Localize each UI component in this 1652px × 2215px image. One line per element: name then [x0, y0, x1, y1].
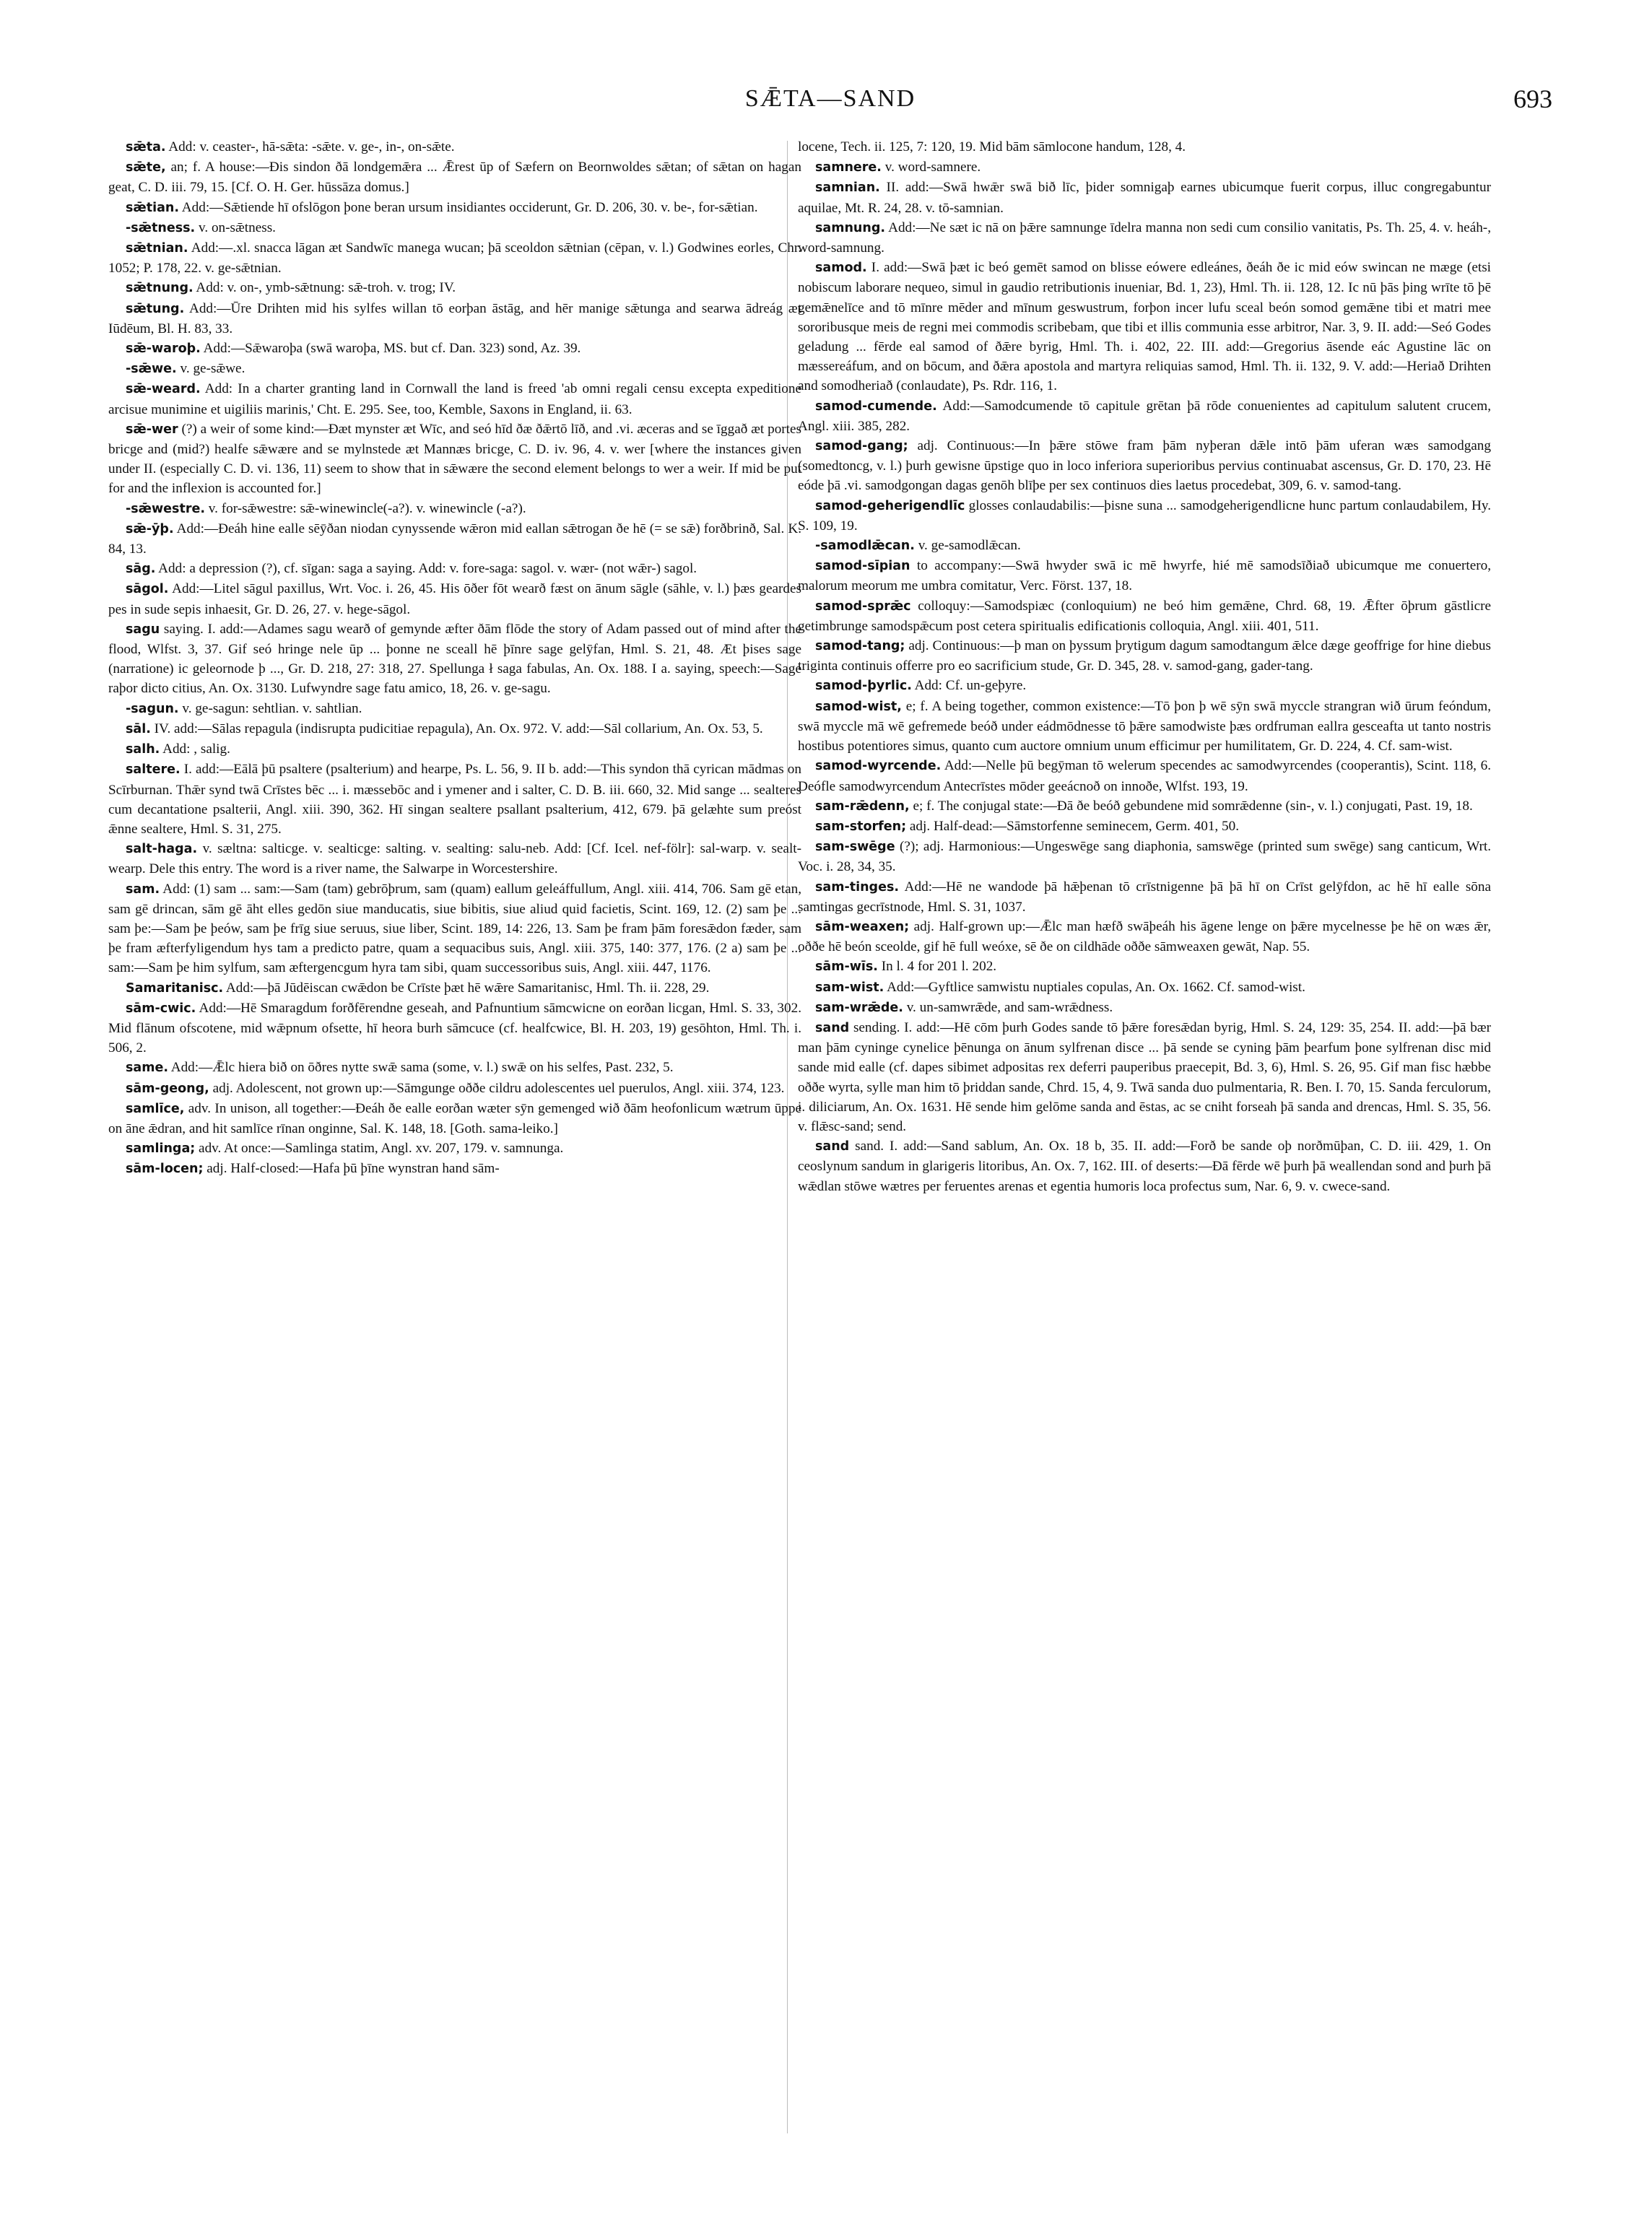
dictionary-entry: [798, 396, 1491, 436]
entry-headword: sam-tinges.: [815, 879, 900, 895]
entry-text: adj. Continuous:—In þǣre stōwe fram þām nyþeran dǣle intō þām uferan wæs samodgang (somedtoncg, v. l.) þurh gewisne ūpstige quo in loco inferiora superioribus pervius continuabat ascensus, Gr. D. 170, 23. Hē eóde þā .vi. samodgongan dagas genōh blīþe per sex continuos dies laetus procedebat, 309, 6. v. samod-tang.: [798, 438, 1491, 494]
entry-text: e; f. The conjugal state:—Ðā ðe beóð gebundene mid somrǣdenne (sin-, v. l.) conjugati, Past. 19, 18.: [909, 798, 1473, 814]
entry-text: adj. Adolescent, not grown up:—Sāmgunge oððe cildru adolescentes uel puerulos, Angl. xiii. 374, 123.: [209, 1080, 785, 1096]
dictionary-entry: [798, 957, 1491, 977]
entry-headword: -sǣtness.: [126, 220, 196, 235]
dictionary-entry: [798, 917, 1491, 957]
entry-text: v. for-sǣwestre: sǣ-winewincle(-a?). v. winewincle (-a?).: [204, 500, 526, 516]
entry-text: Add: a depression (?), cf. sīgan: saga a saying. Add: v. fore-saga: sagol. v. wær- (not wǣr-) sagol.: [155, 561, 697, 577]
entry-text: IV. add:—Sālas repagula (indisrupta pudicitiae repagula), An. Ox. 972. V. add:—Sāl collarium, An. Ox. 53, 5.: [150, 721, 763, 736]
entry-headword: sǣtung.: [126, 301, 185, 316]
entry-text: Add:—Hē Smaragdum forðfērendne geseah, and Pafnuntium sāmcwicne on eorðan licgan, Hml. S. 33, 302. Mid flānum ofscotene, mid wǣpnum ofsette, hī heora burh sāmcuce (cf. healfcwice, Bl. H. 203, 19) gesōhton, Hml. Th. i. 506, 2.: [108, 1000, 801, 1056]
dictionary-entry: [108, 978, 801, 998]
dictionary-entry: [108, 359, 801, 379]
entry-headword: sam-wrǣde.: [815, 1000, 903, 1015]
entry-text: v. word-samnere.: [881, 160, 981, 175]
entry-text: adj. Half-closed:—Hafa þū þīne wynstran hand sām-: [203, 1161, 500, 1177]
entry-headword: sām-geong,: [126, 1081, 209, 1096]
entry-headword: sāl.: [126, 721, 151, 736]
dictionary-entry: [108, 419, 801, 499]
page-header: [108, 81, 1552, 124]
entry-text: adj. Continuous:—þ man on þyssum þrytigum dagum samodtangum ǣlce dæge geoffrige for hine diebus triginta continuis offerre pro eo sacrificium stude, Gr. D. 345, 28. v. samod-gang, gader-tang.: [798, 638, 1491, 674]
entry-headword: sand: [815, 1020, 850, 1035]
dictionary-entry: [108, 1058, 801, 1078]
entry-headword: sam.: [126, 882, 160, 897]
entry-headword: -sǣwe.: [126, 362, 177, 377]
entry-headword: sǣta.: [126, 140, 166, 155]
entry-text: I. add:—Eālā þū psaltere (psalterium) and hearpe, Ps. L. 56, 9. II b. add:—This syndon thā cyrican mādmas on Scīrburnan. Thǣr synd twā Crīstes bēc ... i. mæssebōc and i ymener and i salter, C. D. B. iii. 660, 32. Mid sange ... sealteres cum decantatione psalterii, Angl. xiii. 390, 362. Hī singan sealtere psallant psalterium, 412, 679. þā gelæhte sum preóst ǣnne sealtere, Hml. S. 31, 275.: [108, 762, 801, 837]
running-title: SǢTA—SAND: [744, 85, 916, 112]
entry-text: saying. I. add:—Adames sagu wearð of gemynde æfter ðām flōde the story of Adam passed out of mind after the flood, Wlfst. 3, 37. Gif seó hringe nele ūp ... þonne ne sceall hē þīnre sage gelȳfan, Hml. S. 21, 48. Æt þises sage (narratione) ic geleornode þ ..., Gr. D. 218, 27: 318, 27. Spellunga ł saga fabulas, An. Ox. 188. I a. saying, speech:—Sage raþor dicto citius, An. Ox. 3130. Lufwyndre sage fatu amico, 18, 26. v. ge-sagu.: [108, 621, 801, 697]
entry-text: glosses conlaudabilis:—þisne suna ... samodgeherigendlicne hunc partum conlaudabilem, Hy. S. 109, 19.: [798, 497, 1491, 534]
dictionary-entry: [798, 697, 1491, 757]
dictionary-entry: [108, 339, 801, 359]
entry-text: colloquy:—Samodspiæc (conloquium) ne beó him gemǣne, Chrd. 68, 19. Ǣfter ōþrum gāstlicre getimbrunge samodspǣcum post cetera spiritualis edificationis colloquia, Angl. xiii. 401, 511.: [798, 598, 1491, 634]
entry-headword: sǣ-waroþ.: [126, 341, 201, 357]
dictionary-entry: [108, 699, 801, 719]
dictionary-entry: [798, 157, 1491, 178]
entry-text: v. ge-sǣwe.: [176, 361, 245, 377]
dictionary-entry: [108, 137, 801, 157]
entry-text: Add:—Ne sæt ic nā on þǣre samnunge īdelra manna non sedi cum consilio vanitatis, Ps. Th. 25, 4. v. heáh-, word-samnung.: [798, 219, 1491, 256]
entry-headword: -sagun.: [126, 701, 179, 716]
entry-headword: samod-tang;: [815, 639, 905, 654]
entry-headword: -samodlǣcan.: [815, 539, 915, 554]
entry-text: Add:—Litel sāgul paxillus, Wrt. Voc. i. 26, 45. His ōðer fōt wearð fæst on ānum sāgle (sāhle, v. l.) þæs geardes pes in sude sepis inhaesit, Gr. D. 26, 27. v. hege-sāgol.: [108, 581, 801, 617]
entry-headword: samod-sprǣc: [815, 599, 911, 614]
dictionary-entry: [798, 496, 1491, 536]
entry-text: v. on-sǣtness.: [195, 219, 276, 235]
entry-headword: samnung.: [815, 220, 886, 235]
entry-text: adv. At once:—Samlinga statim, Angl. xv. 207, 179. v. samnunga.: [195, 1141, 564, 1157]
entry-headword: sǣ-ȳþ.: [126, 521, 174, 536]
entry-text: Add:—Nelle þū begȳman tō welerum specendes ac samodwyrcendes (cooperantis), Scint. 118, 6. Deófle samodwyrcendum Antecrīstes mōder geeácnoð on innoðe, Wlfst. 193, 19.: [798, 758, 1491, 794]
entry-headword: samod-þyrlic.: [815, 679, 912, 694]
dictionary-entry: [108, 559, 801, 579]
entry-text: II. add:—Swā hwǣr swā bið līc, þider somnigaþ earnes ubicumque fuerit corpus, illuc congregabuntur aquilae, Mt. R. 24, 28. v. tō-samnian.: [798, 180, 1491, 216]
dictionary-entry: [108, 299, 801, 339]
dictionary-entry: [108, 1159, 801, 1179]
entry-text: v. ge-samodlǣcan.: [914, 538, 1021, 554]
entry-text: adj. Half-grown up:—Ǣlc man hæfð swāþeáh his āgene lenge on þǣre mycelnesse þe hē on wæs ǣr, oððe hē beón sceolde, gif hē full weóxe, sē ðe on cildhāde oððe sāmweaxen gewāt, Nap. 55.: [798, 918, 1491, 955]
entry-text: Add:—Sǣtiende hī ofslōgon þone beran ursum insidiantes occiderunt, Gr. D. 206, 30. v. be-, for-sǣtian.: [179, 199, 758, 215]
entry-headword: sǣte,: [126, 160, 166, 175]
dictionary-entry: [108, 499, 801, 519]
entry-headword: samod-wist,: [815, 699, 902, 714]
dictionary-entry: [108, 760, 801, 839]
entry-text: v. un-samwrǣde, and sam-wrǣdness.: [903, 999, 1113, 1015]
dictionary-entry: [798, 436, 1491, 496]
entry-headword: sāg.: [126, 562, 156, 577]
entry-text: locene, Tech. ii. 125, 7: 120, 19. Mid bām sāmlocone handum, 128, 4.: [798, 139, 1186, 155]
entry-headword: samnian.: [815, 180, 880, 196]
dictionary-entry: [798, 536, 1491, 556]
dictionary-entry: [798, 817, 1491, 837]
dictionary-entry: [108, 519, 801, 559]
entry-text: (?); adj. Harmonious:—Ungeswēge sang diaphonia, samswēge (printed sum swēge) sang canticum, Wrt. Voc. i. 28, 34, 35.: [798, 839, 1491, 875]
dictionary-entry: [108, 238, 801, 278]
dictionary-entry: [108, 1139, 801, 1159]
entry-headword: salh.: [126, 742, 160, 757]
dictionary-entry: [798, 877, 1491, 917]
entry-headword: samod-gang;: [815, 439, 908, 454]
entry-headword: sagu: [126, 622, 160, 637]
entry-headword: Samaritanisc.: [126, 980, 224, 996]
dictionary-entry: [108, 278, 801, 298]
entry-headword: salt-haga.: [126, 842, 198, 857]
entry-text: Add: , salig.: [160, 741, 230, 757]
entry-headword: sāgol.: [126, 582, 169, 597]
entry-text: Add: v. on-, ymb-sǣtnung: sǣ-troh. v. trog; IV.: [193, 280, 456, 296]
entry-headword: sǣtnian.: [126, 241, 188, 256]
dictionary-entry: [798, 137, 1491, 157]
dictionary-entry: [108, 739, 801, 760]
entry-headword: sam-storfen;: [815, 819, 907, 834]
entry-headword: sam-wist.: [815, 980, 884, 995]
entry-headword: sām-wīs.: [815, 959, 878, 975]
dictionary-entry: [108, 1099, 801, 1139]
entry-headword: -sǣwestre.: [126, 501, 205, 516]
entry-text: Add:—Gyftlice samwistu nuptiales copulas, An. Ox. 1662. Cf. samod-wist.: [884, 979, 1305, 995]
dictionary-entry: [108, 1079, 801, 1099]
dictionary-entry: [798, 636, 1491, 676]
entry-headword: sand: [815, 1139, 850, 1154]
dictionary-entry: [798, 676, 1491, 696]
dictionary-entry: [108, 619, 801, 699]
entry-headword: sām-weaxen;: [815, 919, 910, 934]
page-number: 693: [1513, 84, 1552, 113]
entry-text: adj. Half-dead:—Sāmstorfenne seminecem, Germ. 401, 50.: [906, 818, 1240, 834]
entry-text: v. ge-sagun: sehtlian. v. sahtlian.: [178, 700, 362, 716]
dictionary-entry: [108, 879, 801, 978]
entry-headword: samod-geherigendlīc: [815, 498, 965, 513]
left-column: [108, 137, 801, 2159]
dictionary-entry: [798, 1136, 1491, 1196]
entry-headword: samnere.: [815, 160, 882, 175]
entry-text: Add:—Sǣwaroþa (swā waroþa, MS. but cf. Dan. 323) sond, Az. 39.: [200, 341, 581, 357]
entry-headword: sǣtian.: [126, 200, 180, 215]
entry-text: sand. I. add:—Sand sablum, An. Ox. 18 b, 35. II. add:—Forð be sande oþ norðmūþan, C. D. iii. 429, 1. On ceoslynum sandum in glarigeris litoribus, An. Ox. 7, 162. III. of deserts:—Ðā fērde wē þurh þā weallendan sond and þurh þā wǣdlan stōwe wætres per feruentes arenas et egentia humoris loca profectus sum, Nar. 6, 9. v. cwece-sand.: [798, 1139, 1491, 1194]
entry-text: adv. In unison, all together:—Ðeáh ðe ealle eorðan wæter sȳn gemenged wið ðām heofonlicum wætrum ūppe on āne ǣdran, and hit samlīce rīnan onginne, Sal. K. 148, 18. [Goth. sama-leiko.]: [108, 1100, 801, 1136]
entry-text: (?) a weir of some kind:—Ðæt mynster æt Wīc, and seó hīd ðæ ðǣrtō līð, and .vi. æceras and se īggað æt portes bricge and (mid?) healfe sǣwære and se mylnstede æt Mannæs bricge, C. D. iv. 96, 4. v. wer [where the instances given under II. (especially C. D. vi. 136, 11) seem to show that in sǣwære the second element belongs to wer a weir. If mid be put for and the inflexion is accounted for.]: [108, 421, 801, 497]
entry-text: Add: Cf. un-geþyre.: [911, 678, 1027, 694]
entry-text: Add: v. ceaster-, hā-sǣta: -sǣte. v. ge-, in-, on-sǣte.: [165, 139, 455, 155]
dictionary-entry: [798, 556, 1491, 596]
entry-text: Add:—Hē ne wandode þā hǣþenan tō crīstnigenne þā þā hī on Crīst gelȳfdon, ac hē hī ealle sōna samtingas gecrīstnode, Hml. S. 31, 1037.: [798, 879, 1491, 915]
dictionary-entry: [108, 998, 801, 1058]
entry-text: e; f. A being together, common existence:—Tō þon þ wē sȳn swā myccle strangran wið ūrum feóndum, swā myccle mā wē gefremede beóð under eádmōdnesse tō þǣre samodwiste þæs ordfruman eallra gesceafta ut tanto nostris hostibus potentiores simus, quanto cum auctore omnium unum efficimur per humilitatem, Gr. D. 224, 4. Cf. sam-wist.: [798, 698, 1491, 754]
dictionary-entry: [798, 998, 1491, 1018]
entry-text: v. sæltna: salticge. v. sealticge: salting. v. sealting: salu-neb. Add: [Cf. Icel. nef-fölr]: sal-warp. v. sealt-wearp. Dele this entry. The word is a river name, the Salwarpe in Worcestershire.: [108, 841, 801, 877]
dictionary-entry: [798, 258, 1491, 396]
dictionary-entry: [798, 756, 1491, 796]
entry-headword: samlīce,: [126, 1101, 185, 1116]
entry-text: I. add:—Swā þæt ic beó gemēt samod on blisse eówere edleánes, ðeáh ðe ic mid eów swincan ne mæge (etsi nobiscum laborare nequeo, simul in gaudio retributionis inueniar, Bd. 1, 23), Hml. Th. ii. 128, 12. Ic nū þās þing wrīte tō þē gemǣnelīce and tō mīnre mēder and mīnum geswustrum, forþon incer lufu sceal beón somod gemǣne tibi et matri mee sororibusque meis de regni mei commodis scribebam, que tibi et illis communia esse arbitror, Nar. 3, 9. II. add:—Seó Godes geladung ... fērde eal samod of ðǣre byrig, Hml. Th. i. 402, 22. III. add:—Gregorius āsende eác Agustine lāc on mæssereáfum, and on bōcum, and ðǣra apostola and martyra reliquias samod, Hml. Th. ii. 132, 9. V. add:—Heriað Drihten and somodheriað (conlaudate), Ps. Rdr. 116, 1.: [798, 260, 1491, 394]
dictionary-entry: [108, 218, 801, 238]
entry-text: Add:—.xl. snacca lāgan æt Sandwīc manega wucan; þā sceoldon sǣtnian (cēpan, v. l.) Godwines eorles, Chr. 1052; P. 178, 22. v. ge-sǣtnian.: [108, 240, 801, 277]
entry-text: In l. 4 for 201 l. 202.: [877, 959, 997, 975]
entry-headword: sǣ-weard.: [126, 382, 201, 397]
dictionary-entry: [108, 379, 801, 419]
dictionary-entry: [798, 978, 1491, 998]
entry-text: to accompany:—Swā hwyder swā ic mē hwyrfe, hié mē samodsīðiað ubicumque me conuertero, malorum meorum me umbra comitatur, Verc. Först. 137, 18.: [798, 558, 1491, 594]
entry-headword: samod-sīpian: [815, 559, 910, 574]
entry-headword: sǣtnung.: [126, 281, 194, 296]
entry-headword: samod-wyrcende.: [815, 759, 942, 774]
entry-headword: sām-locen;: [126, 1162, 204, 1177]
entry-headword: samlinga;: [126, 1141, 196, 1157]
dictionary-entry: [108, 579, 801, 619]
entry-headword: sām-cwic.: [126, 1001, 196, 1016]
entry-text: sending. I. add:—Hē cōm þurh Godes sande tō þǣre foresǣdan byrig, Hml. S. 24, 129: 35, 254. II. add:—þā bær man þām cyninge cynelice þēnunga on ānum sylfrenan disce ... þā sende se cyning þām þearfum þone sylfrenan disc mid sande mid ealle (cf. dapes sibimet adpositas rex deferri pauperibus praecepit, Bd. 3, 6), Hml. S. 26, 95. Gif man fisc hæbbe oððe wyrta, sylle man him tō þriddan sande, Chrd. 15, 4, 9. Twā sanda duo pulmentaria, R. Ben. I. 70, 15. Sanda ferculorum, i. diliciarum, An. Ox. 1631. Hē sende him gelōme sanda and ēstas, ac se cniht forseah þā sanda and drencas, Hml. S. 35, 56. v. flǣsc-sand; send.: [798, 1019, 1491, 1134]
entry-headword: samod.: [815, 261, 867, 276]
entry-headword: samod-cumende.: [815, 399, 937, 414]
dictionary-entry: [108, 157, 801, 197]
dictionary-entry: [798, 837, 1491, 876]
entry-text: Add:—þā Jūdēiscan cwǣdon be Crīste þæt hē wǣre Samaritanisc, Hml. Th. ii. 228, 29.: [223, 980, 710, 996]
dictionary-entry: [798, 178, 1491, 217]
entry-text: Add: (1) sam ... sam:—Sam (tam) gebrōþrum, sam (quam) eallum geleáffullum, Angl. xiii. 414, 706. Sam gē etan, sam gē drincan, sām gē āht elles gedōn siue manducatis, siue bibitis, siue aliud quid facietis, Scint. 169, 12. (2) sam þe ... sam þe:—Sam þe þeów, sam þe frīg siue seruus, siue liber, Scint. 189, 14: 226, 13. Sam þe fram þām foresǣdon fæder, sam þe fram æfterfyligendum hys tam a predicto patre, quam a sequacibus suis, Angl. xiii. 375, 140: 377, 176. (2 a) sam þe ... sam:—Sam þe him sylfum, sam æftergencgum hyra tam sibi, quam successoribus suis, Angl. xiii. 447, 1176.: [108, 881, 801, 976]
dictionary-entry: [798, 596, 1491, 636]
entry-headword: sǣ-wer: [126, 422, 178, 437]
entry-headword: sam-swēge: [815, 840, 895, 855]
dictionary-entry: [798, 1018, 1491, 1136]
dictionary-entry: [798, 218, 1491, 258]
dictionary-entry: [108, 719, 801, 739]
entry-text: Add:—Ðeáh hine ealle sēȳðan niodan cynyssende wǣron mid eallan sǣtrogan ðe hē (= se sǣ) forðbrinð, Sal. K. 84, 13.: [108, 521, 801, 557]
entry-text: Add: In a charter granting land in Cornwall the land is freed 'ab omni regali censu excepta expeditione arcisue munimine et uigiliis marinis,' Cht. E. 295. See, too, Kemble, Saxons in England, ii. 63.: [108, 381, 801, 417]
entry-text: Add:—Ǣlc hiera bið on ōðres nytte swǣ sama (some, v. l.) swǣ on his selfes, Past. 232, 5.: [168, 1060, 674, 1076]
entry-headword: saltere.: [126, 762, 181, 778]
dictionary-entry: [798, 796, 1491, 817]
entry-headword: same.: [126, 1061, 168, 1076]
dictionary-entry: [108, 839, 801, 879]
right-column: [798, 137, 1491, 2159]
entry-text: Add:—Ūre Drihten mid his sylfes willan tō eorþan āstāg, and hēr manige sǣtunga and searwa ādreág æt Iūdēum, Bl. H. 83, 33.: [108, 300, 801, 336]
entry-text: an; f. A house:—Ðis sindon ðā londgemǣra ... Ǣrest ūp of Sæfern on Beornwoldes sǣtan; of sǣtan on hagan geat, C. D. iii. 79, 15. [Cf. O. H. Ger. hūssāza domus.]: [108, 160, 801, 196]
dictionary-entry: [108, 198, 801, 218]
entry-text: Add:—Samodcumende tō capitule grētan þā rōde conuenientes ad capitulum salutent crucem, Angl. xiii. 385, 282.: [798, 398, 1491, 434]
entry-headword: sam-rǣdenn,: [815, 798, 910, 814]
